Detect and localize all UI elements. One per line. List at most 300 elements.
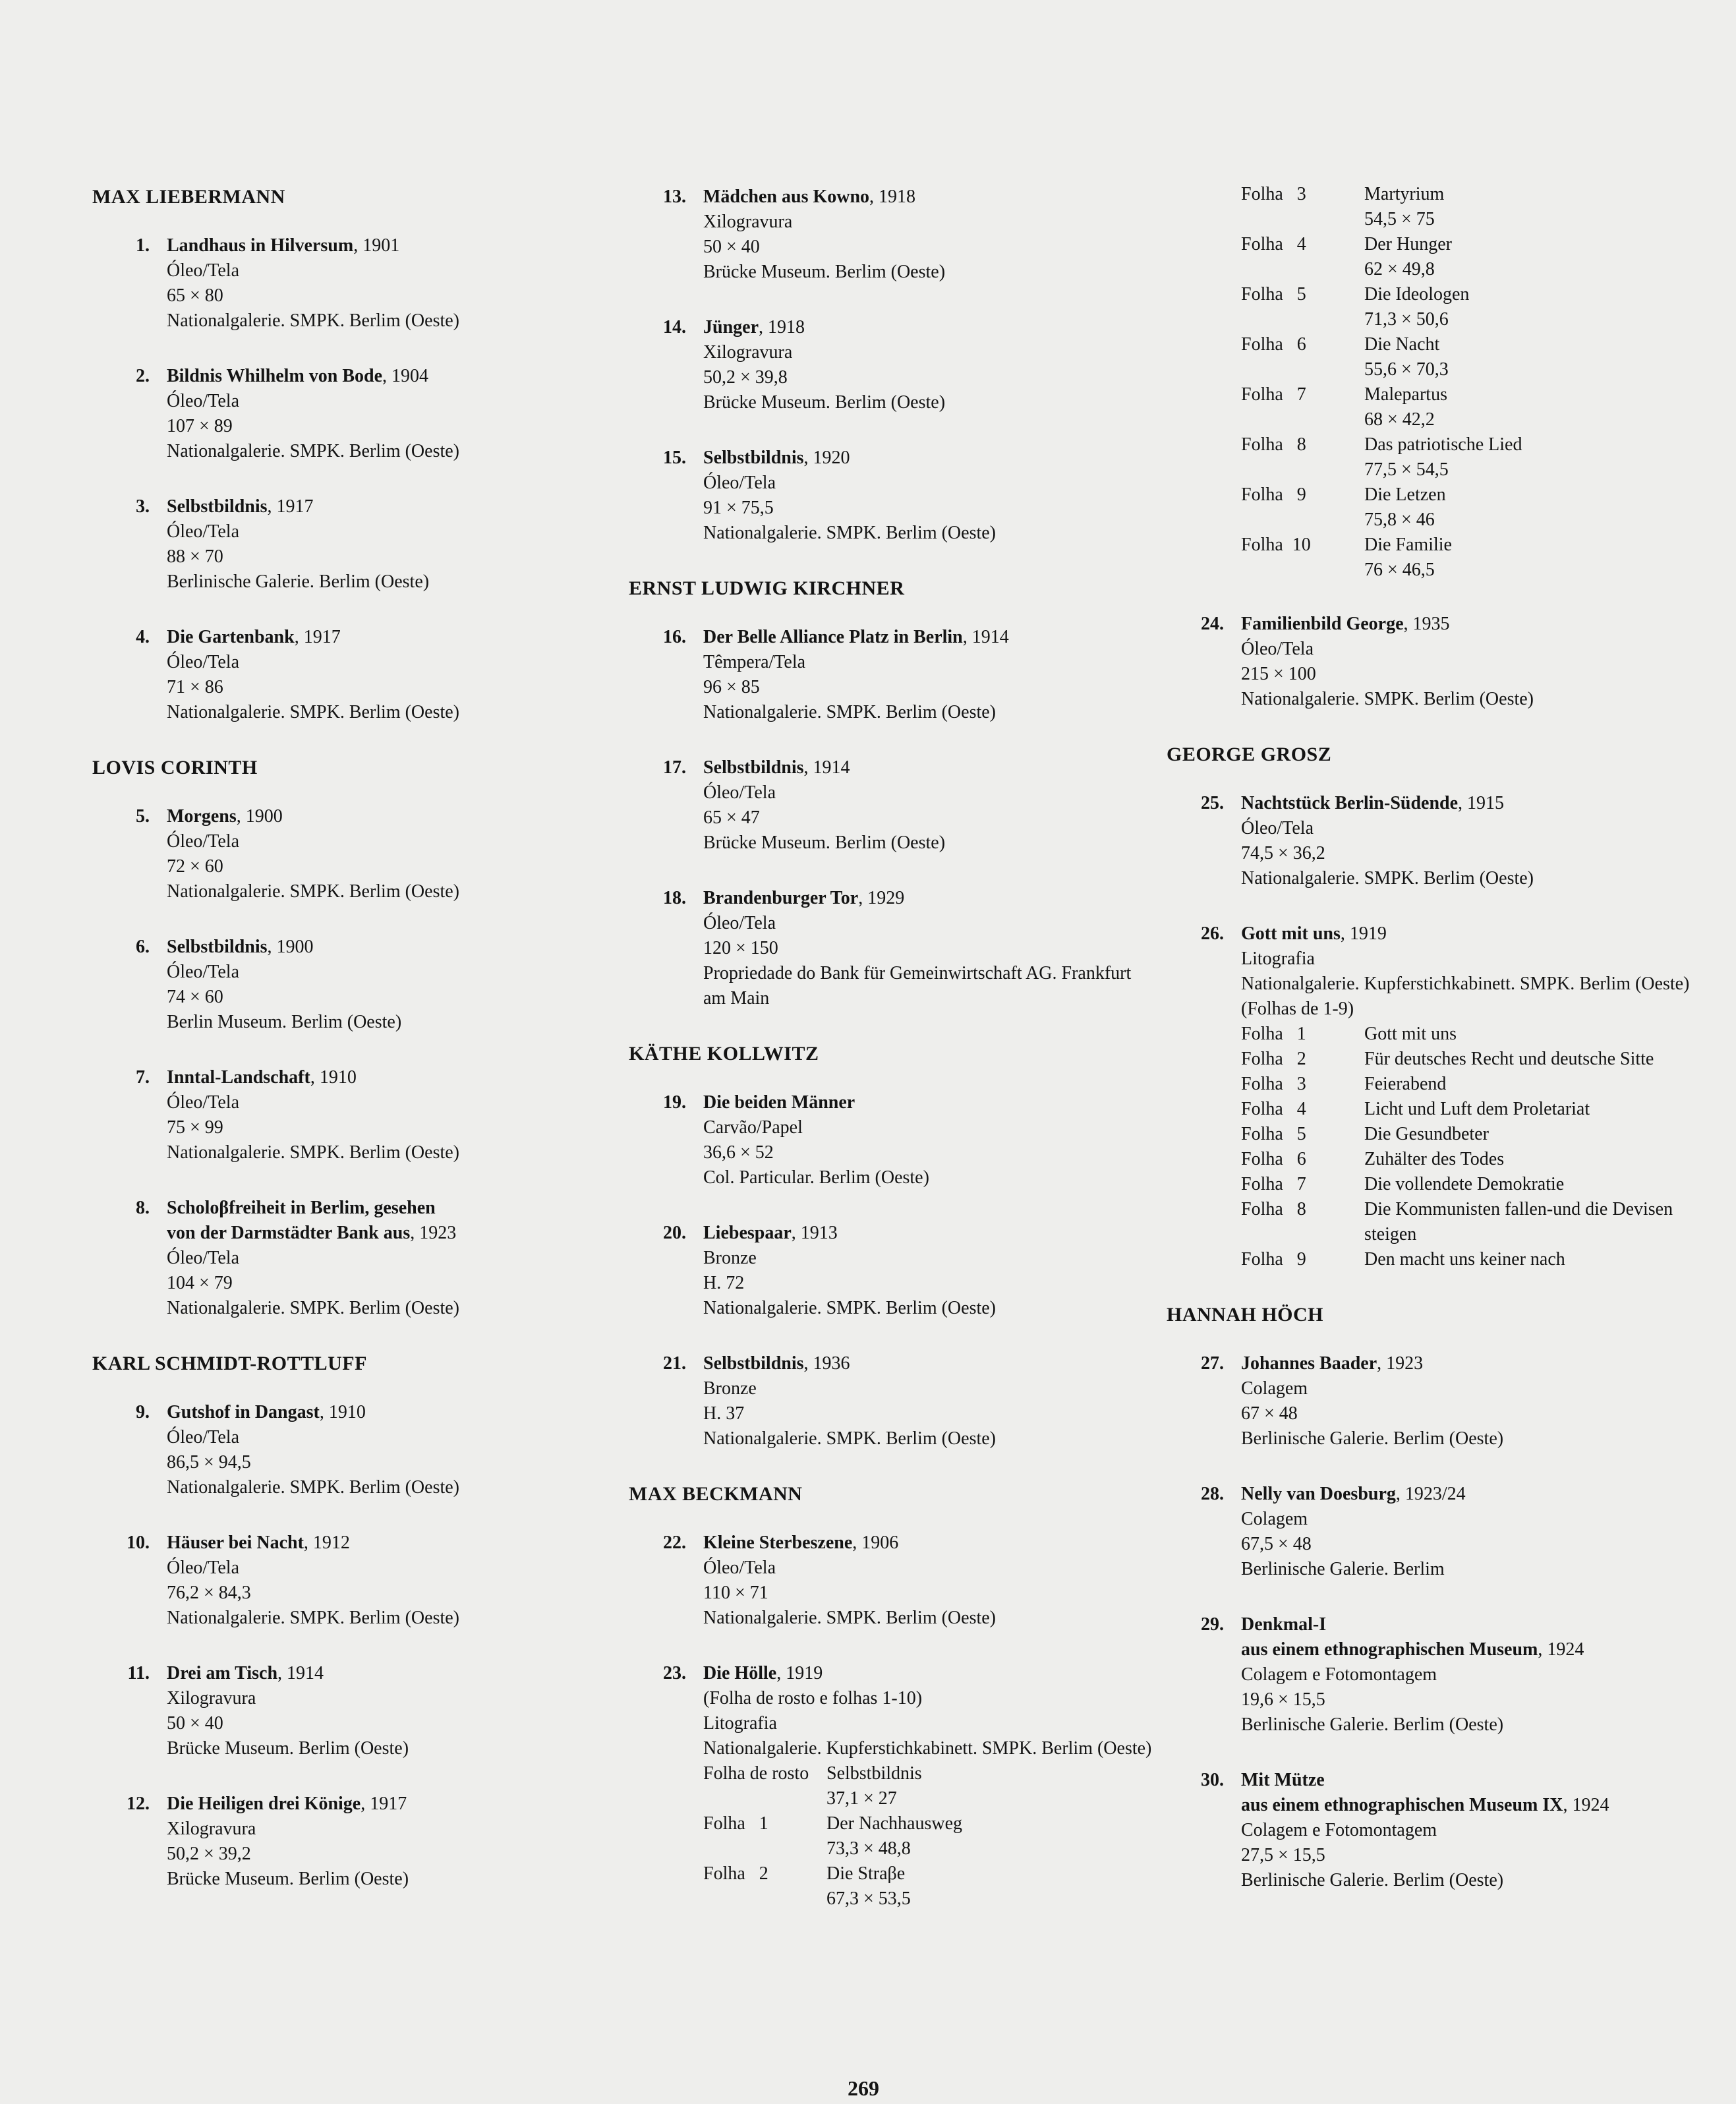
entry-detail: Nationalgalerie. SMPK. Berlim (Oeste) [167,881,460,902]
entry-body [150,935,401,1035]
entry-detail: Óleo/Tela [167,962,239,982]
entry-year: , 1918 [869,187,916,207]
folio-value: 37,1 × 27 [826,1788,897,1809]
entry-number: 9. [136,1402,150,1422]
entry-number: 15. [663,448,686,468]
entry-title [167,1065,459,1090]
entry-detail: Berlin Museum. Berlim (Oeste) [167,1012,402,1032]
folio-values [1364,1022,1689,1047]
folio-values [1364,1247,1689,1272]
folio-values [1364,1072,1689,1097]
entry-detail: Berlinische Galerie. Berlim [1241,1559,1445,1579]
entry-title [703,1090,929,1115]
entry-number: 16. [663,627,686,647]
entry-number: 12. [127,1794,150,1814]
entry-number: 5. [136,806,150,827]
entry-number: 6. [136,937,150,957]
entry-detail: Brücke Museum. Berlim (Oeste) [167,1869,409,1889]
entry-title [703,1351,996,1376]
entry-detail: Col. Particular. Berlim (Oeste) [703,1167,929,1188]
catalog-entry [1167,921,1727,1272]
entry-number: 10. [127,1533,150,1553]
entry-number: 24. [1201,614,1224,634]
catalog-entry [629,755,1169,856]
entry-number: 23. [663,1663,686,1683]
entry-title-text: Inntal-Landschaft [167,1067,310,1088]
entry-detail: 110 × 71 [703,1583,768,1603]
entry-title-text: Die Gartenbank [167,627,295,647]
entry-year: , 1912 [303,1533,350,1553]
entry-year: , 1917 [267,496,314,517]
entry-detail: Têmpera/Tela [703,652,806,672]
catalog-column-2 [629,185,1169,1942]
entry-title-text: Kleine Sterbeszene [703,1533,853,1553]
entry-detail: 215 × 100 [1241,664,1316,684]
entry-number: 27. [1201,1353,1224,1374]
folio-value: 54,5 × 75 [1364,209,1435,229]
catalog-entry [92,1792,606,1892]
entry-detail: 91 × 75,5 [703,498,774,518]
folio-value: 76 × 46,5 [1364,560,1435,580]
entry-title-text: Johannes Baader [1241,1353,1377,1374]
entry-detail: 50 × 40 [703,237,760,257]
folio-row [1241,1047,1689,1072]
folio-value: Die Straβe [826,1863,906,1884]
entry-year: , 1917 [294,627,341,647]
folio-value: Den macht uns keiner nach [1364,1249,1565,1270]
folio-list [1241,182,1727,583]
entry-title-text: Gott mit uns [1241,923,1341,944]
folio-row [1241,182,1727,232]
folio-row [1241,533,1727,583]
folio-values [1364,1197,1689,1247]
folio-values [1364,382,1727,432]
entry-year: , 1900 [267,937,314,957]
folio-value: Zuhälter des Todes [1364,1149,1505,1169]
entry-title [703,1661,1151,1686]
entry-body [1224,1482,1466,1582]
folio-label: Folha 7 [1241,384,1306,405]
catalog-entry [92,233,606,334]
folio-row [1241,1122,1689,1147]
entry-detail: Litografia [1241,949,1315,969]
entry-year: , 1936 [803,1353,850,1374]
entry-title-text-2: von der Darmstädter Bank aus [167,1223,411,1243]
entry-detail: Colagem [1241,1509,1308,1529]
entry-number: 4. [136,627,150,647]
entry-title-continued [167,1221,459,1246]
entry-title [1241,921,1689,947]
entry-body [686,185,945,285]
entry-title [167,1661,409,1686]
entry-detail: Óleo/Tela [703,1558,776,1578]
entry-number: 13. [663,187,686,207]
entry-detail: Nationalgalerie. SMPK. Berlim (Oeste) [703,1608,997,1628]
entry-title [1241,1768,1609,1793]
entry-detail: Xilogravura [703,342,793,363]
entry-title-text: Brandenburger Tor [703,888,859,908]
entry-number: 29. [1201,1614,1224,1635]
folio-row [1241,482,1727,533]
folio-row [1241,1072,1689,1097]
entry-detail: 50,2 × 39,2 [167,1844,251,1864]
entry-detail: Berlinische Galerie. Berlim (Oeste) [1241,1714,1504,1735]
folio-value: Die Familie [1364,535,1452,555]
entry-detail: Nationalgalerie. SMPK. Berlim (Oeste) [1241,689,1534,709]
catalog-entry [1167,1768,1727,1893]
artist-heading: KARL SCHMIDT-ROTTLUFF [92,1353,367,1374]
entry-title [167,364,459,389]
entry-detail: 19,6 × 15,5 [1241,1689,1325,1710]
entry-detail: Nationalgalerie. SMPK. Berlim (Oeste) [1241,868,1534,889]
catalog-entry [1167,612,1727,712]
folio-values [1364,1172,1689,1197]
artist-heading: ERNST LUDWIG KIRCHNER [629,577,905,599]
entry-year: , 1914 [277,1663,324,1683]
entry-title-text: Nachtstück Berlin-Südende [1241,793,1459,813]
folio-value: 67,3 × 53,5 [826,1888,911,1909]
entry-detail: Óleo/Tela [703,913,776,933]
entry-title-text: Die Hölle [703,1663,777,1683]
folio-label: Folha 6 [1241,334,1306,355]
folio-value: Für deutsches Recht und deutsche Sitte [1364,1049,1654,1069]
folio-value: 71,3 × 50,6 [1364,309,1449,330]
folio-label: Folha 2 [703,1863,768,1884]
folio-row [1241,1147,1689,1172]
entry-title [167,1792,409,1817]
artist-heading: GEORGE GROSZ [1167,744,1332,765]
entry-detail: Nationalgalerie. SMPK. Berlim (Oeste) [703,1298,997,1318]
entry-number: 14. [663,317,686,337]
folio-label: Folha 6 [1241,1149,1306,1169]
entry-title [703,315,945,340]
entry-year: , 1919 [776,1663,823,1683]
entry-year: , 1910 [310,1067,357,1088]
entry-detail: 120 × 150 [703,938,778,958]
entry-title [167,494,429,519]
entry-title-text: Selbstbildnis [703,1353,804,1374]
entry-title [703,1221,996,1246]
folio-label: Folha 4 [1241,1099,1306,1119]
entry-detail: Nationalgalerie. SMPK. Berlim (Oeste) [703,1428,997,1449]
entry-detail: Propriedade do Bank für Gemeinwirtschaft AG. Frankfurt [703,963,1132,983]
entry-title-text: Mit Mütze [1241,1770,1325,1790]
folio-row [1241,1197,1689,1247]
folio-value: 68 × 42,2 [1364,409,1435,430]
entry-number: 28. [1201,1484,1224,1504]
folio-values [1364,182,1727,232]
folio-label: Folha 10 [1241,535,1311,555]
folio-row [1241,1097,1689,1122]
entry-body [686,1661,1151,1912]
entry-detail: 36,6 × 52 [703,1142,774,1163]
entry-number: 3. [136,496,150,517]
entry-detail: Carvão/Papel [703,1117,803,1138]
entry-detail: Brücke Museum. Berlim (Oeste) [703,262,946,282]
entry-year: , 1920 [803,448,850,468]
entry-title [703,185,945,210]
entry-body [686,446,996,546]
catalog-entry [1167,1351,1727,1451]
folio-value: Die Kommunisten fallen-und die Devisen [1364,1199,1673,1219]
entry-title-text: Morgens [167,806,237,827]
entry-detail: Óleo/Tela [167,652,239,672]
entry-detail: Colagem [1241,1378,1308,1399]
entry-detail: Óleo/Tela [167,1092,239,1113]
folio-label: Folha 1 [703,1813,768,1834]
catalog-column-3 [1167,185,1727,1923]
catalog-entry [92,625,606,725]
entry-detail: Nationalgalerie. SMPK. Berlim (Oeste) [167,702,460,722]
entry-detail: Nationalgalerie. SMPK. Berlim (Oeste) [167,1608,460,1628]
folio-row [1241,1172,1689,1197]
entry-detail: 50 × 40 [167,1713,223,1734]
folio-row [1241,382,1727,432]
entry-title [167,804,459,829]
entry-title [167,935,401,960]
entry-detail: Óleo/Tela [167,260,239,281]
entry-detail: 72 × 60 [167,856,223,877]
entry-number: 7. [136,1067,150,1088]
entry-number: 8. [136,1198,150,1218]
folio-values [826,1761,1151,1811]
entry-body [686,755,945,856]
entry-number: 22. [663,1533,686,1553]
folio-label: Folha 9 [1241,1249,1306,1270]
entry-title-text: Selbstbildnis [167,937,268,957]
entry-body [686,886,1131,1011]
entry-detail: 88 × 70 [167,546,223,567]
entry-title [1241,1351,1503,1376]
entry-title-text: Landhaus in Hilversum [167,235,354,256]
folio-value: 55,6 × 70,3 [1364,359,1449,380]
entry-detail: Litografia [703,1713,777,1734]
entry-detail: Óleo/Tela [167,521,239,542]
entry-body [1224,1768,1609,1893]
entry-title-text: Bildnis Whilhelm von Bode [167,366,383,386]
catalog-column-1 [92,185,606,1922]
entry-number: 1. [136,235,150,256]
folio-value: Die Ideologen [1364,284,1470,305]
entry-detail: 75 × 99 [167,1117,223,1138]
entry-title-text: Häuser bei Nacht [167,1533,304,1553]
entry-title [703,1531,996,1556]
catalog-entry [92,1065,606,1165]
entry-detail: Berlinische Galerie. Berlim (Oeste) [1241,1870,1504,1890]
entry-title-continued [1241,1793,1609,1818]
entry-year: , 1901 [353,235,400,256]
catalog-entry [92,494,606,595]
entry-body [1224,791,1534,891]
folio-values [1364,432,1727,482]
folio-label: Folha 7 [1241,1174,1306,1194]
entry-body [150,494,429,595]
folio-value: Der Hunger [1364,234,1452,254]
entry-detail: 76,2 × 84,3 [167,1583,251,1603]
folio-row [1241,1022,1689,1047]
catalog-entry [92,364,606,464]
entry-detail: Bronze [703,1378,757,1399]
entry-number: 2. [136,366,150,386]
entry-detail: H. 72 [703,1273,745,1293]
folio-value: Die Letzen [1364,484,1446,505]
folio-values [1364,1047,1689,1072]
catalog-entry [629,625,1169,725]
folio-values [1364,1122,1689,1147]
entry-title-text: Der Belle Alliance Platz in Berlin [703,627,963,647]
entry-year: , 1919 [1340,923,1387,944]
entry-detail: Óleo/Tela [703,473,776,493]
folio-values [1364,232,1727,282]
entry-body [686,625,1009,725]
catalog-entry [629,315,1169,415]
entry-year: , 1923 [1377,1353,1424,1374]
page-number: 269 [848,2076,879,2100]
folio-row [1241,432,1727,482]
folio-value: 77,5 × 54,5 [1364,459,1449,480]
folio-values [1364,1147,1689,1172]
entry-title-text: Mädchen aus Kowno [703,187,870,207]
folio-value: Die Gesundbeter [1364,1124,1489,1144]
entry-title-continued [1241,1637,1584,1662]
entry-title-text-2: aus einem ethnographischen Museum IX [1241,1795,1563,1815]
entry-detail: (Folha de rosto e folhas 1-10) [703,1688,923,1709]
entry-detail: Nationalgalerie. SMPK. Berlim (Oeste) [167,1142,460,1163]
artist-heading: KÄTHE KOLLWITZ [629,1043,819,1065]
catalog-entry [92,935,606,1035]
entry-year: , 1900 [236,806,283,827]
entry-detail: Nationalgalerie. SMPK. Berlim (Oeste) [167,441,460,461]
entry-detail: Brücke Museum. Berlim (Oeste) [703,833,946,853]
entry-title [703,886,1131,911]
catalog-entry [92,1196,606,1321]
entry-detail: H. 37 [703,1403,745,1424]
folio-label: Folha 8 [1241,1199,1306,1219]
entry-detail: Nationalgalerie. Kupferstichkabinett. SMPK. Berlim (Oeste) [703,1738,1152,1759]
entry-body [150,1792,409,1892]
folio-values [1364,282,1727,332]
entry-title [1241,791,1534,816]
folio-value: steigen [1364,1224,1417,1244]
folio-value: 75,8 × 46 [1364,510,1435,530]
artist-heading: LOVIS CORINTH [92,757,258,778]
entry-detail: Xilogravura [167,1688,256,1709]
entry-body [150,1531,459,1631]
folio-label: Folha 1 [1241,1024,1306,1044]
entry-title [167,625,459,650]
folio-value: Malepartus [1364,384,1447,405]
folio-value: Martyrium [1364,184,1445,204]
entry-body [150,1196,459,1321]
entry-title [703,625,1009,650]
entry-year: , 1935 [1403,614,1450,634]
entry-body [150,625,459,725]
folio-value: Der Nachhausweg [826,1813,963,1834]
catalog-entry [1167,1482,1727,1582]
entry-title [167,1196,459,1221]
entry-year: , 1917 [361,1794,407,1814]
entry-detail: 67,5 × 48 [1241,1534,1312,1554]
folio-value: Die vollendete Demokratie [1364,1174,1565,1194]
entry-detail: Óleo/Tela [167,1248,239,1268]
entry-title-text: Selbstbildnis [703,757,804,778]
entry-number: 17. [663,757,686,778]
catalog-entry [629,1221,1169,1321]
artist-heading: HANNAH HÖCH [1167,1304,1323,1326]
folio-label: Folha de rosto [703,1763,809,1784]
entry-title [167,233,459,258]
entry-detail: Óleo/Tela [167,391,239,411]
folio-value: 62 × 49,8 [1364,259,1435,279]
entry-number: 30. [1201,1770,1224,1790]
entry-detail: 67 × 48 [1241,1403,1298,1424]
folio-label: Folha 4 [1241,234,1306,254]
entry-title [703,755,945,780]
entry-title-text: Die beiden Männer [703,1092,855,1113]
folio-row [1241,332,1727,382]
folio-values [826,1811,1151,1861]
entry-detail: 65 × 47 [703,807,760,828]
entry-title-text: Selbstbildnis [703,448,804,468]
folio-values [1364,1097,1689,1122]
folio-row [703,1811,1151,1861]
catalog-entry [92,804,606,904]
folio-value: Selbstbildnis [826,1763,922,1784]
entry-body [686,1090,929,1190]
catalog-entry [629,1531,1169,1631]
entry-detail: 71 × 86 [167,677,223,697]
entry-detail: Óleo/Tela [167,1427,239,1447]
entry-detail: Nationalgalerie. SMPK. Berlim (Oeste) [167,1477,460,1498]
entry-year: , 1924 [1538,1639,1584,1660]
folio-row [1241,282,1727,332]
entry-detail: Xilogravura [703,212,793,232]
folio-label: Folha 3 [1241,184,1306,204]
folio-list [1241,1022,1689,1272]
catalog-entry [629,1661,1169,1912]
catalog-entry [629,1090,1169,1190]
entry-number: 11. [127,1663,150,1683]
entry-year: , 1923/24 [1395,1484,1466,1504]
folio-row [703,1761,1151,1811]
folio-value: Die Nacht [1364,334,1440,355]
folio-value: Das patriotische Lied [1364,434,1522,455]
entry-detail: Berlinische Galerie. Berlim (Oeste) [1241,1428,1504,1449]
entry-title [1241,1482,1466,1507]
entry-title [703,446,996,471]
entry-detail: Nationalgalerie. SMPK. Berlim (Oeste) [703,702,997,722]
entry-body [150,364,459,464]
entry-title-text: Denkmal-I [1241,1614,1327,1635]
entry-body [1224,612,1534,712]
entry-number: 19. [663,1092,686,1113]
entry-title [1241,612,1534,637]
entry-year: , 1929 [858,888,905,908]
entry-detail: Nationalgalerie. Kupferstichkabinett. SMPK. Berlim (Oeste) [1241,974,1690,994]
catalog-entry [629,1351,1169,1451]
entry-detail: Colagem e Fotomontagem [1241,1664,1437,1685]
entry-title-text: Liebespaar [703,1223,792,1243]
entry-body [1224,1612,1584,1738]
entry-title-text: Drei am Tisch [167,1663,278,1683]
catalog-entry [92,1400,606,1500]
folio-values [1364,332,1727,382]
folio-label: Folha 5 [1241,1124,1306,1144]
folio-label: Folha 3 [1241,1074,1306,1094]
artist-heading: MAX LIEBERMANN [92,186,285,208]
entry-body [686,315,945,415]
folio-list [703,1761,1151,1912]
